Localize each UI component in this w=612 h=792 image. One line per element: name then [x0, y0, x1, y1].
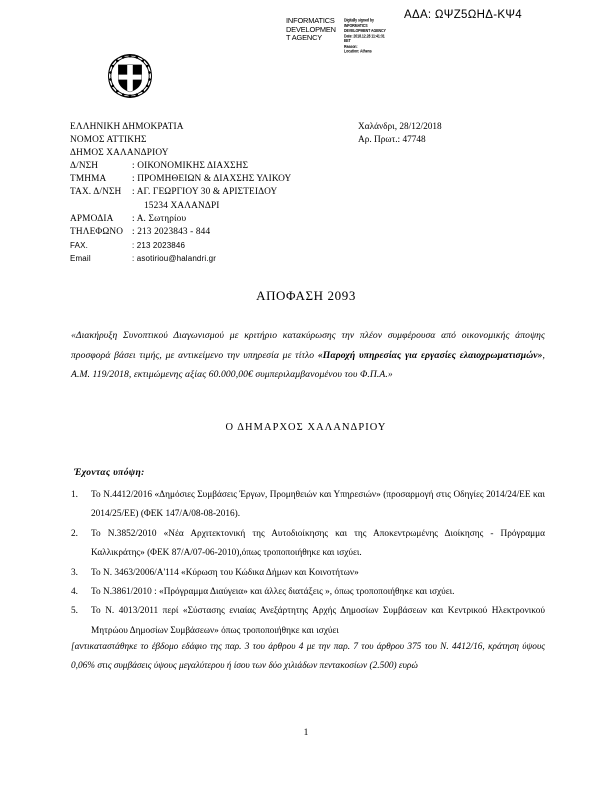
letterhead-row-directorate: [70, 160, 291, 173]
page-title: ΑΠΟΦΑΣΗ 2093: [256, 288, 356, 303]
clause-text: Το Ν.3852/2010 «Νέα Αρχιτεκτονική της Αυτοδιοίκησης και της Αποκεντρωμένης Διοίκησης - Πρόγραμμα Καλλικράτης» (ΦΕΚ 87/Α/07-06-2010),όπως τροποποιήθηκε και ισχύει.: [91, 528, 545, 559]
letterhead-row-email: [70, 252, 291, 265]
digital-signature-stamp: [286, 17, 398, 57]
page-number: 1: [303, 728, 309, 738]
list-item: [71, 564, 545, 583]
department-label: ΤΜΗΜΑ: [70, 174, 107, 185]
clause-text: Το Ν.3861/2010 : «Πρόγραμμα Διαύγεια» και άλλες διατάξεις », όπως τροποποιήθηκε και ισχύει.: [91, 587, 455, 598]
letterhead-line-prefecture: ΝΟΜΟΣ ΑΤΤΙΚΗΣ: [70, 135, 147, 146]
clause-number: 2.: [71, 528, 78, 539]
clause-number: 1.: [71, 490, 78, 500]
letterhead-postal-code: 15234 ΧΑΛΑΝΔΡΙ: [144, 200, 220, 211]
fax-value: : 213 2023846: [132, 240, 186, 250]
clause-number: 3.: [71, 567, 78, 578]
clause-text: Το Ν. 3463/2006/Α'114 «Κύρωση του Κώδικα Δήμων και Κοινοτήτων»: [91, 567, 359, 578]
legal-clauses-list: [71, 486, 545, 641]
subject-part-two: , Α.Μ. 119/2018, εκτιμώμενης αξίας 60.000,00€ συμπεριλαμβανομένου του Φ.Π.Α.»: [71, 349, 546, 381]
letterhead-row-fax: [70, 239, 291, 252]
letterhead-line-municipality: ΔΗΜΟΣ ΧΑΛΑΝΔΡΙΟΥ: [70, 148, 169, 159]
fax-label: FAX.: [70, 240, 88, 250]
list-item: [71, 602, 545, 641]
directorate-label: Δ/ΝΣΗ: [70, 161, 99, 172]
subject-service-title: «Παροχή υπηρεσίας για εργασίες ελαιοχρωματισμών»: [317, 349, 543, 361]
clause-number: 4.: [71, 587, 78, 598]
list-item: [71, 525, 545, 564]
letterhead-row-contact-person: [70, 213, 291, 226]
considering-heading: Έχοντας υπόψη:: [74, 467, 145, 478]
address-label: ΤΑΧ. Δ/ΝΣΗ: [70, 187, 122, 198]
address-value: : ΑΓ. ΓΕΩΡΓΙΟΥ 30 & ΑΡΙΣΤΕΙΔΟΥ: [132, 187, 278, 198]
subject-part-one: «Διακήρυξη Συνοπτικού Διαγωνισμού με κριτήριο κατακύρωσης την πλέον συμφέρουσα από οικονομικής άποψης προσφορά βάσει τιμής, με αντικείμενο την υπηρεσία με τίτλο: [71, 330, 545, 361]
signature-details: Digitally signed by INFORMATICS DEVELOPMENT AGENCY Date: 2018.12.28 11:41:31 EET Reason: Location: Athens: [344, 18, 386, 54]
letterhead-row-address: [70, 186, 291, 199]
list-item: [71, 583, 545, 602]
coat-of-arms-icon: [104, 50, 156, 102]
letterhead: [70, 121, 291, 265]
phone-label: ΤΗΛΕΦΩΝΟ: [70, 226, 124, 237]
email-label: Email: [70, 253, 91, 263]
letterhead-line-republic: ΕΛΛΗΝΙΚΗ ΔΗΜΟΚΡΑΤΙΑ: [70, 122, 184, 132]
clause-text: Το Ν.4412/2016 «Δημόσιες Συμβάσεις Έργων, Προμηθειών και Υπηρεσιών» (προσαρμογή στις Οδηγίες 2014/24/ΕΕ και 2014/25/ΕΕ) (ΦΕΚ 147/Α/08-08-2016).: [91, 490, 545, 520]
signature-agency-name: INFORMATICS DEVELOPMEN T AGENCY: [286, 16, 336, 43]
document-meta: [358, 121, 442, 147]
place-and-date: Χαλάνδρι, 28/12/2018: [358, 122, 442, 132]
letterhead-row-phone: [70, 226, 291, 239]
directorate-value: : ΟΙΚΟΝΟΜΙΚΗΣ ΔΙΑΧΣΗΣ: [132, 161, 249, 172]
ada-code: ΑΔΑ: ΩΨΖ5ΩΗΔ-ΚΨ4: [404, 9, 522, 21]
mayor-heading: Ο ΔΗΜΑΡΧΟΣ ΧΑΛΑΝΔΡΙΟΥ: [225, 422, 387, 433]
phone-value: : 213 2023843 - 844: [132, 226, 211, 237]
list-item: [71, 486, 545, 525]
protocol-number: Αρ. Πρωτ.: 47748: [358, 135, 426, 146]
email-value: : asotiriou@halandri.gr: [132, 253, 217, 263]
clause-text: Το Ν. 4013/2011 περί «Σύστασης ενιαίας Ανεξάρτητης Αρχής Δημοσίων Συμβάσεων και Κεντρικού Ηλεκτρονικού Μητρώου Δημοσίων Συμβάσεων» όπως τροποποιήθηκε και ισχύει: [91, 606, 545, 636]
contact-person-value: : Α. Σωτηρίου: [132, 213, 187, 224]
contact-person-label: ΑΡΜΟΔΙΑ: [70, 213, 114, 224]
department-value: : ΠΡΟΜΗΘΕΙΩΝ & ΔΙΑΧΣΗΣ ΥΛΙΚΟΥ: [132, 174, 292, 185]
subject-paragraph: [71, 326, 545, 385]
clause-number: 5.: [71, 606, 78, 617]
closing-note: [αντικαταστάθηκε το έβδομο εδάφιο της παρ. 3 του άρθρου 4 με την παρ. 7 του άρθρου 375 του Ν. 4412/16, κράτηση ύψους 0,06% στις συμβάσεις ύψους μεγαλύτερου ή ίσου των δύο χιλιάδων πεντακοσίων (2.500) ευρώ: [71, 642, 545, 672]
letterhead-row-department: [70, 173, 291, 186]
